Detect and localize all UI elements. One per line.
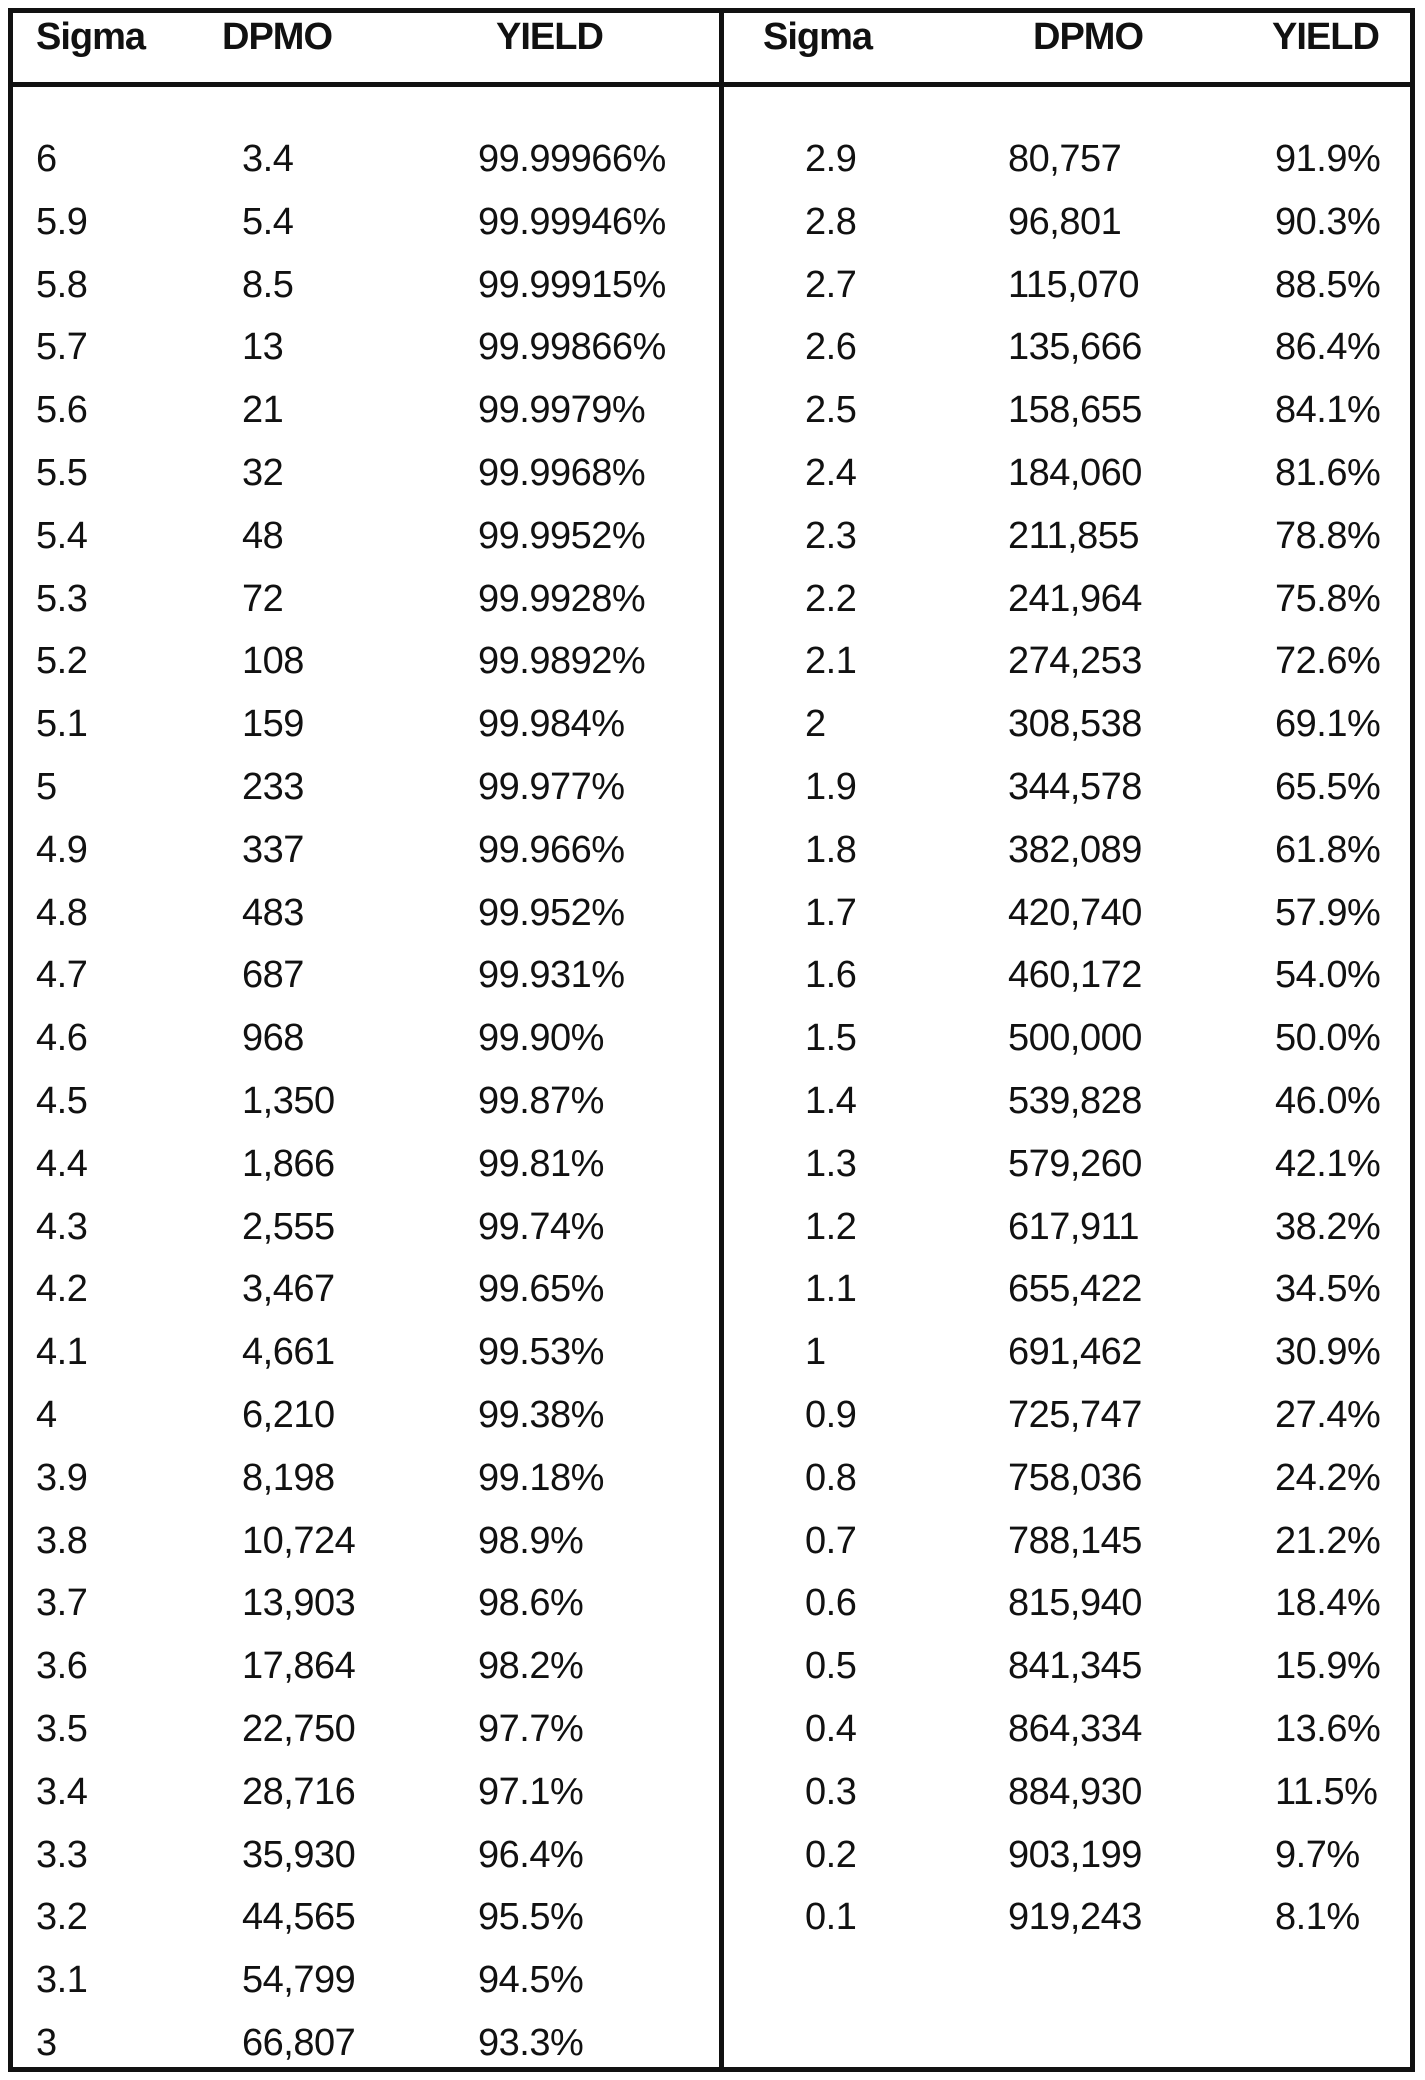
left-sigma-cell: 4.1 (36, 1331, 88, 1374)
left-sigma-cell: 5.1 (36, 703, 88, 746)
left-dpmo-cell: 6,210 (242, 1394, 335, 1436)
left-dpmo-cell: 4,661 (242, 1331, 335, 1374)
left-yield-cell: 99.99966% (478, 138, 666, 180)
right-yield-cell: 65.5% (1275, 766, 1381, 808)
right-dpmo-cell: 460,172 (1008, 954, 1142, 997)
right-sigma-cell: 1.1 (805, 1268, 857, 1311)
header-left-yield: YIELD (496, 16, 603, 58)
left-sigma-cell: 4.8 (36, 891, 88, 934)
header-left-sigma: Sigma (36, 16, 146, 58)
right-yield-cell: 84.1% (1275, 389, 1381, 432)
left-yield-cell: 98.6% (478, 1582, 584, 1625)
right-yield-cell: 9.7% (1275, 1833, 1360, 1876)
right-yield-cell: 21.2% (1275, 1519, 1381, 1562)
left-dpmo-cell: 72 (242, 577, 284, 620)
right-dpmo-cell: 919,243 (1008, 1896, 1142, 1939)
left-dpmo-cell: 17,864 (242, 1645, 356, 1688)
left-sigma-cell: 3.8 (36, 1519, 88, 1562)
left-sigma-cell: 5.4 (36, 514, 88, 557)
left-sigma-cell: 4.4 (36, 1142, 88, 1185)
right-dpmo-cell: 788,145 (1008, 1519, 1142, 1562)
left-dpmo-cell: 108 (242, 640, 304, 683)
right-dpmo-cell: 500,000 (1008, 1017, 1142, 1060)
right-sigma-cell: 0.8 (805, 1456, 857, 1499)
right-sigma-cell: 1.7 (805, 891, 857, 934)
left-yield-cell: 99.90% (478, 1017, 604, 1060)
right-sigma-cell: 1.8 (805, 828, 857, 871)
right-dpmo-cell: 579,260 (1008, 1142, 1142, 1185)
left-dpmo-cell: 13,903 (242, 1582, 356, 1625)
right-dpmo-cell: 274,253 (1008, 640, 1142, 683)
left-yield-cell: 99.53% (478, 1331, 604, 1374)
right-sigma-cell: 0.2 (805, 1833, 857, 1876)
right-dpmo-cell: 308,538 (1008, 703, 1142, 746)
right-sigma-cell: 2 (805, 703, 826, 746)
right-yield-cell: 88.5% (1275, 263, 1381, 306)
right-yield-cell: 13.6% (1275, 1708, 1381, 1750)
left-dpmo-cell: 44,565 (242, 1896, 356, 1939)
left-dpmo-cell: 233 (242, 766, 304, 808)
header-right-sigma: Sigma (763, 16, 873, 58)
left-dpmo-cell: 48 (242, 514, 284, 557)
left-dpmo-cell: 687 (242, 954, 304, 997)
right-yield-cell: 46.0% (1275, 1080, 1381, 1122)
right-yield-cell: 57.9% (1275, 891, 1381, 934)
left-yield-cell: 99.99866% (478, 326, 666, 369)
right-sigma-cell: 1.5 (805, 1017, 857, 1060)
right-sigma-cell: 0.7 (805, 1519, 857, 1562)
right-yield-cell: 54.0% (1275, 954, 1381, 997)
left-sigma-cell: 5.8 (36, 263, 88, 306)
left-dpmo-cell: 35,930 (242, 1833, 356, 1876)
right-yield-cell: 30.9% (1275, 1331, 1381, 1374)
left-yield-cell: 99.74% (478, 1205, 604, 1248)
right-yield-cell: 18.4% (1275, 1582, 1381, 1625)
sigma-table-frame (8, 8, 1415, 2072)
right-sigma-cell: 0.6 (805, 1582, 857, 1625)
right-dpmo-cell: 655,422 (1008, 1268, 1142, 1311)
left-sigma-cell: 3.5 (36, 1708, 88, 1750)
right-yield-cell: 11.5% (1275, 1770, 1378, 1813)
right-yield-cell: 90.3% (1275, 200, 1381, 243)
right-dpmo-cell: 841,345 (1008, 1645, 1142, 1688)
left-yield-cell: 98.9% (478, 1519, 584, 1562)
left-dpmo-cell: 28,716 (242, 1770, 356, 1813)
left-dpmo-cell: 10,724 (242, 1519, 356, 1562)
left-yield-cell: 99.81% (478, 1142, 604, 1185)
right-dpmo-cell: 758,036 (1008, 1456, 1142, 1499)
left-yield-cell: 93.3% (478, 2022, 584, 2064)
left-sigma-cell: 5.7 (36, 326, 88, 369)
left-sigma-cell: 3.3 (36, 1833, 88, 1876)
right-dpmo-cell: 903,199 (1008, 1833, 1142, 1876)
header-right-yield: YIELD (1272, 16, 1379, 58)
left-yield-cell: 99.9979% (478, 389, 646, 432)
left-sigma-cell: 5 (36, 766, 57, 808)
right-dpmo-cell: 864,334 (1008, 1708, 1142, 1750)
left-sigma-cell: 6 (36, 138, 57, 180)
right-yield-cell: 42.1% (1275, 1142, 1381, 1185)
left-sigma-cell: 5.3 (36, 577, 88, 620)
right-sigma-cell: 0.1 (805, 1896, 857, 1939)
right-dpmo-cell: 184,060 (1008, 452, 1142, 494)
left-yield-cell: 94.5% (478, 1959, 584, 2002)
right-yield-cell: 61.8% (1275, 828, 1381, 871)
left-dpmo-cell: 8.5 (242, 263, 294, 306)
left-yield-cell: 96.4% (478, 1833, 584, 1876)
right-sigma-cell: 2.3 (805, 514, 857, 557)
right-dpmo-cell: 241,964 (1008, 577, 1142, 620)
left-yield-cell: 99.966% (478, 828, 625, 871)
right-yield-cell: 72.6% (1275, 640, 1381, 683)
left-yield-cell: 99.9952% (478, 514, 646, 557)
left-sigma-cell: 5.6 (36, 389, 88, 432)
left-yield-cell: 95.5% (478, 1896, 584, 1939)
right-yield-cell: 69.1% (1275, 703, 1381, 746)
right-yield-cell: 38.2% (1275, 1205, 1381, 1248)
left-dpmo-cell: 1,866 (242, 1142, 335, 1185)
left-yield-cell: 99.18% (478, 1456, 604, 1499)
right-sigma-cell: 1.9 (805, 766, 857, 808)
right-sigma-cell: 2.6 (805, 326, 857, 369)
left-yield-cell: 98.2% (478, 1645, 584, 1688)
right-dpmo-cell: 691,462 (1008, 1331, 1142, 1374)
left-dpmo-cell: 54,799 (242, 1959, 356, 2002)
right-dpmo-cell: 96,801 (1008, 200, 1122, 243)
left-dpmo-cell: 22,750 (242, 1708, 356, 1750)
left-yield-cell: 99.9892% (478, 640, 646, 683)
left-sigma-cell: 3.4 (36, 1770, 88, 1813)
right-dpmo-cell: 884,930 (1008, 1770, 1142, 1813)
right-sigma-cell: 2.2 (805, 577, 857, 620)
right-sigma-cell: 1.2 (805, 1205, 857, 1248)
left-sigma-cell: 3.1 (36, 1959, 88, 2002)
left-dpmo-cell: 3.4 (242, 138, 294, 180)
right-sigma-cell: 0.5 (805, 1645, 857, 1688)
right-dpmo-cell: 815,940 (1008, 1582, 1142, 1625)
right-yield-cell: 75.8% (1275, 577, 1381, 620)
left-yield-cell: 99.977% (478, 766, 625, 808)
left-sigma-cell: 4.2 (36, 1268, 88, 1311)
right-dpmo-cell: 344,578 (1008, 766, 1142, 808)
left-sigma-cell: 3.9 (36, 1456, 88, 1499)
left-dpmo-cell: 2,555 (242, 1205, 335, 1248)
left-yield-cell: 99.9968% (478, 452, 646, 494)
left-yield-cell: 99.9928% (478, 577, 646, 620)
left-dpmo-cell: 32 (242, 452, 284, 494)
right-sigma-cell: 2.4 (805, 452, 857, 494)
right-yield-cell: 86.4% (1275, 326, 1381, 369)
left-yield-cell: 97.7% (478, 1708, 584, 1750)
right-sigma-cell: 1.3 (805, 1142, 857, 1185)
right-sigma-cell: 2.8 (805, 200, 857, 243)
header-left-dpmo: DPMO (222, 16, 332, 58)
right-sigma-cell: 0.3 (805, 1770, 857, 1813)
right-sigma-cell: 2.9 (805, 138, 857, 180)
left-sigma-cell: 5.5 (36, 452, 88, 494)
right-sigma-cell: 1.4 (805, 1080, 857, 1122)
right-yield-cell: 8.1% (1275, 1896, 1360, 1939)
left-dpmo-cell: 66,807 (242, 2022, 356, 2064)
left-sigma-cell: 5.9 (36, 200, 88, 243)
left-yield-cell: 99.65% (478, 1268, 604, 1311)
left-dpmo-cell: 337 (242, 828, 304, 871)
left-yield-cell: 99.38% (478, 1394, 604, 1436)
right-yield-cell: 50.0% (1275, 1017, 1381, 1060)
right-dpmo-cell: 80,757 (1008, 138, 1122, 180)
right-dpmo-cell: 211,855 (1008, 514, 1140, 557)
left-dpmo-cell: 968 (242, 1017, 304, 1060)
right-dpmo-cell: 420,740 (1008, 891, 1142, 934)
left-dpmo-cell: 13 (242, 326, 284, 369)
right-dpmo-cell: 617,911 (1008, 1205, 1140, 1248)
right-sigma-cell: 0.4 (805, 1708, 857, 1750)
right-yield-cell: 78.8% (1275, 514, 1381, 557)
left-sigma-cell: 4.5 (36, 1080, 88, 1122)
right-yield-cell: 91.9% (1275, 138, 1381, 180)
right-sigma-cell: 2.5 (805, 389, 857, 432)
right-yield-cell: 27.4% (1275, 1394, 1381, 1436)
left-yield-cell: 97.1% (478, 1770, 584, 1813)
left-yield-cell: 99.952% (478, 891, 625, 934)
right-yield-cell: 15.9% (1275, 1645, 1381, 1688)
header-right-dpmo: DPMO (1033, 16, 1143, 58)
right-yield-cell: 81.6% (1275, 452, 1381, 494)
right-yield-cell: 34.5% (1275, 1268, 1381, 1311)
left-sigma-cell: 4.3 (36, 1205, 88, 1248)
right-sigma-cell: 2.1 (805, 640, 857, 683)
left-sigma-cell: 3.7 (36, 1582, 88, 1625)
left-sigma-cell: 5.2 (36, 640, 88, 683)
header-rule (8, 82, 1415, 87)
left-sigma-cell: 4 (36, 1394, 57, 1436)
left-sigma-cell: 3.6 (36, 1645, 88, 1688)
left-yield-cell: 99.931% (478, 954, 625, 997)
left-dpmo-cell: 159 (242, 703, 304, 746)
right-sigma-cell: 2.7 (805, 263, 857, 306)
right-dpmo-cell: 135,666 (1008, 326, 1142, 369)
right-dpmo-cell: 158,655 (1008, 389, 1142, 432)
left-dpmo-cell: 5.4 (242, 200, 294, 243)
left-dpmo-cell: 8,198 (242, 1456, 335, 1499)
left-dpmo-cell: 3,467 (242, 1268, 335, 1311)
left-dpmo-cell: 21 (242, 389, 284, 432)
right-dpmo-cell: 115,070 (1008, 263, 1140, 306)
left-yield-cell: 99.984% (478, 703, 625, 746)
left-sigma-cell: 4.9 (36, 828, 88, 871)
left-sigma-cell: 3.2 (36, 1896, 88, 1939)
right-dpmo-cell: 539,828 (1008, 1080, 1142, 1122)
right-yield-cell: 24.2% (1275, 1456, 1381, 1499)
left-dpmo-cell: 483 (242, 891, 304, 934)
left-sigma-cell: 4.7 (36, 954, 88, 997)
left-dpmo-cell: 1,350 (242, 1080, 335, 1122)
left-sigma-cell: 4.6 (36, 1017, 88, 1060)
right-dpmo-cell: 382,089 (1008, 828, 1142, 871)
right-dpmo-cell: 725,747 (1008, 1394, 1142, 1436)
column-group-divider (719, 8, 724, 2072)
left-yield-cell: 99.99946% (478, 200, 666, 243)
right-sigma-cell: 1 (805, 1331, 826, 1374)
left-sigma-cell: 3 (36, 2022, 57, 2064)
right-sigma-cell: 0.9 (805, 1394, 857, 1436)
left-yield-cell: 99.99915% (478, 263, 666, 306)
left-yield-cell: 99.87% (478, 1080, 604, 1122)
right-sigma-cell: 1.6 (805, 954, 857, 997)
